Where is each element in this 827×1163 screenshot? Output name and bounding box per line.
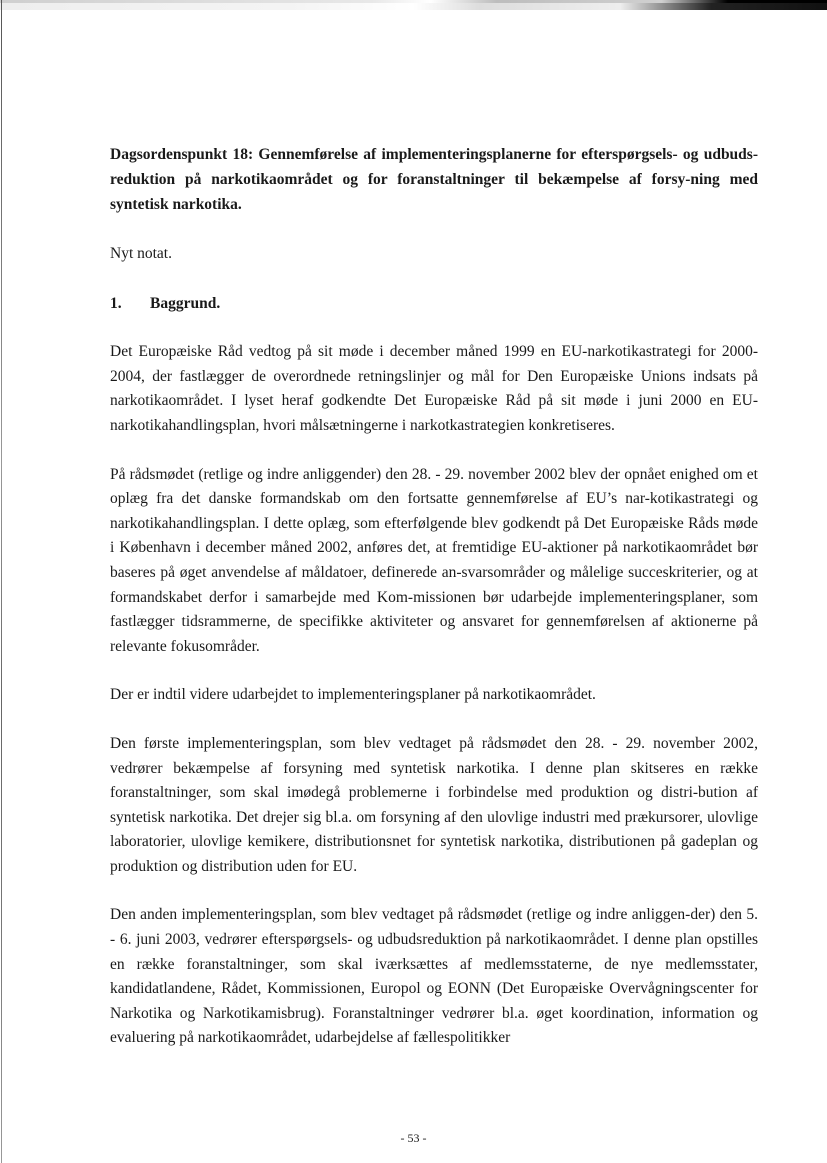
paragraph-2: På rådsmødet (retlige og indre anliggender) den 28. - 29. november 2002 blev der opnået enighed om et oplæg fra det danske formandskab om den fortsatte gennemførelse af EU’s nar-kotikastrategi og narkotikahandlingsplan. I dette oplæg, som efterfølgende blev godkendt på Det Europæiske Råds møde i København i december måned 2002, anføres det, at fremtidige EU-aktioner på narkotikaområdet bør baseres på øget anvendelse af måldatoer, definerede an-svarsområder og målelige succeskriterier, og at formandskabet derfor i samarbejde med Kom-missionen bør udarbejde implementeringsplaner, som fastlægger tidsrammerne, de specifikke aktiviteter og ansvaret for gennemførelsen af aktionerne på relevante fokusområder. [110, 465, 758, 655]
note-label: Nyt notat. [110, 245, 172, 262]
scan-edge-left [1, 0, 2, 1163]
section-title: Baggrund. [150, 294, 221, 312]
section-number: 1. [110, 294, 122, 312]
section-heading [110, 292, 758, 317]
paragraph-4: Den første implementeringsplan, som blev vedtaget på rådsmødet den 28. - 29. november 2002, vedrører bekæmpelse af forsyning med syntetisk narkotika. I denne plan skitseres en række foranstaltninger, som skal imødegå problemerne i forbindelse med produktion og distri-bution af syntetisk narkotika. Det drejer sig bl.a. om forsyning af den ulovlige industri med prækursorer, ulovlige laboratorier, ulovlige kemikere, distributionsnet for syntetisk narkotika, distributionen på gadeplan og produktion og distribution uden for EU. [110, 734, 758, 875]
paragraph-5: Den anden implementeringsplan, som blev vedtaget på rådsmødet (retlige og indre anliggen-der) den 5. - 6. juni 2003, vedrører efterspørgsels- og udbudsreduktion på narkotikaområdet. I denne plan opstilles en række foranstaltninger, som skal iværksættes af medlemsstaterne, de nye medlemsstater, kandidatlandene, Rådet, Kommissionen, Europol og EONN (Det Europæiske Overvågningscenter for Narkotika og Narkotikamisbrug). Foranstaltninger vedrører bl.a. øget koordination, information og evaluering på narkotikaområdet, udarbejdelse af fællespolitikker [110, 906, 758, 1047]
paragraph-3: Der er indtil videre udarbejdet to implementeringsplaner på narkotikaområdet. [110, 686, 596, 704]
document-body [110, 142, 758, 1051]
agenda-item-title: Dagsordenspunkt 18: Gennemførelse af implementeringsplanerne for efterspørgsels- og udbuds-reduktion på narkotikaområdet og for foranstaltninger til bekæmpelse af forsy-ning med syntetisk narkotika. [110, 146, 758, 213]
scan-edge-top-line [0, 0, 827, 3]
page-number: - 53 - [400, 1131, 427, 1145]
paragraph-1: Det Europæiske Råd vedtog på sit møde i december måned 1999 en EU-narkotikastrategi for 2000-2004, der fastlægger de overordnede retningslinjer og mål for Den Europæiske Unions indsats på narkotikaområdet. I lyset heraf godkendte Det Europæiske Råd på sit møde i juni 2000 en EU-narkotikahandlingsplan, hvori målsætningerne i narkotkastrategien konkretiseres. [110, 343, 758, 434]
